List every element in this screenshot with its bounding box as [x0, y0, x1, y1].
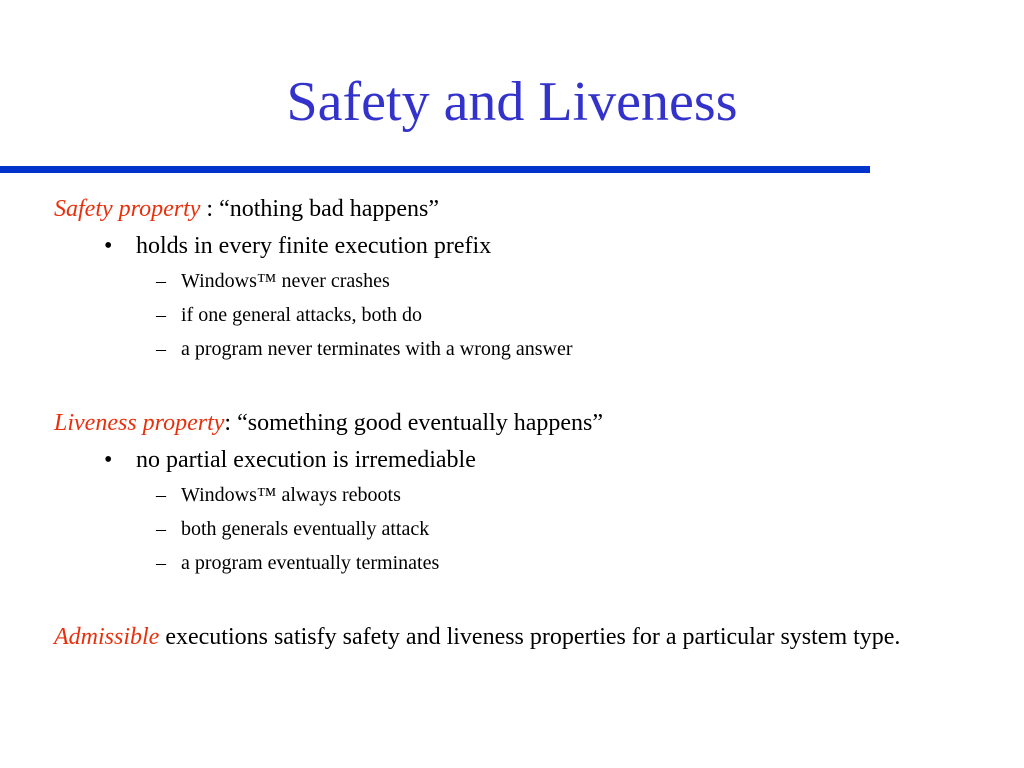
safety-bullet: [104, 231, 491, 261]
dash-symbol: –: [156, 484, 166, 506]
liveness-bullet-text: no partial execution is irremediable: [136, 447, 476, 473]
slide-title: Safety and Liveness: [286, 71, 738, 133]
dash-symbol: –: [156, 552, 166, 574]
bullet-symbol: •: [104, 233, 113, 259]
safety-example: [156, 268, 390, 294]
liveness-bullet: [104, 445, 476, 475]
admissible-definition: [54, 622, 971, 652]
liveness-example: [156, 482, 401, 508]
liveness-example-text: a program eventually terminates: [181, 552, 440, 574]
safety-term: Safety property: [54, 196, 201, 222]
safety-example: [156, 336, 573, 362]
dash-symbol: –: [156, 270, 166, 292]
liveness-definition: [54, 408, 603, 438]
safety-definition: [54, 194, 439, 224]
safety-example-text: if one general attacks, both do: [181, 304, 423, 326]
liveness-example: [156, 550, 439, 576]
safety-definition-text: : “nothing bad happens”: [200, 196, 440, 222]
dash-symbol: –: [156, 518, 166, 540]
safety-example-text: a program never terminates with a wrong answer: [181, 338, 573, 360]
bullet-symbol: •: [104, 447, 113, 473]
liveness-term: Liveness property: [54, 410, 225, 436]
admissible-term: Admissible: [54, 624, 160, 650]
liveness-example-text: both generals eventually attack: [181, 518, 430, 540]
safety-example-text: Windows™ never crashes: [181, 270, 390, 292]
dash-symbol: –: [156, 338, 166, 360]
dash-symbol: –: [156, 304, 166, 326]
admissible-definition-text: executions satisfy safety and liveness properties for a particular system type.: [159, 624, 901, 650]
liveness-definition-text: : “something good eventually happens”: [224, 410, 603, 436]
safety-bullet-text: holds in every finite execution prefix: [136, 233, 492, 259]
liveness-example-text: Windows™ always reboots: [181, 484, 401, 506]
safety-example: [156, 302, 422, 328]
liveness-example: [156, 516, 429, 542]
